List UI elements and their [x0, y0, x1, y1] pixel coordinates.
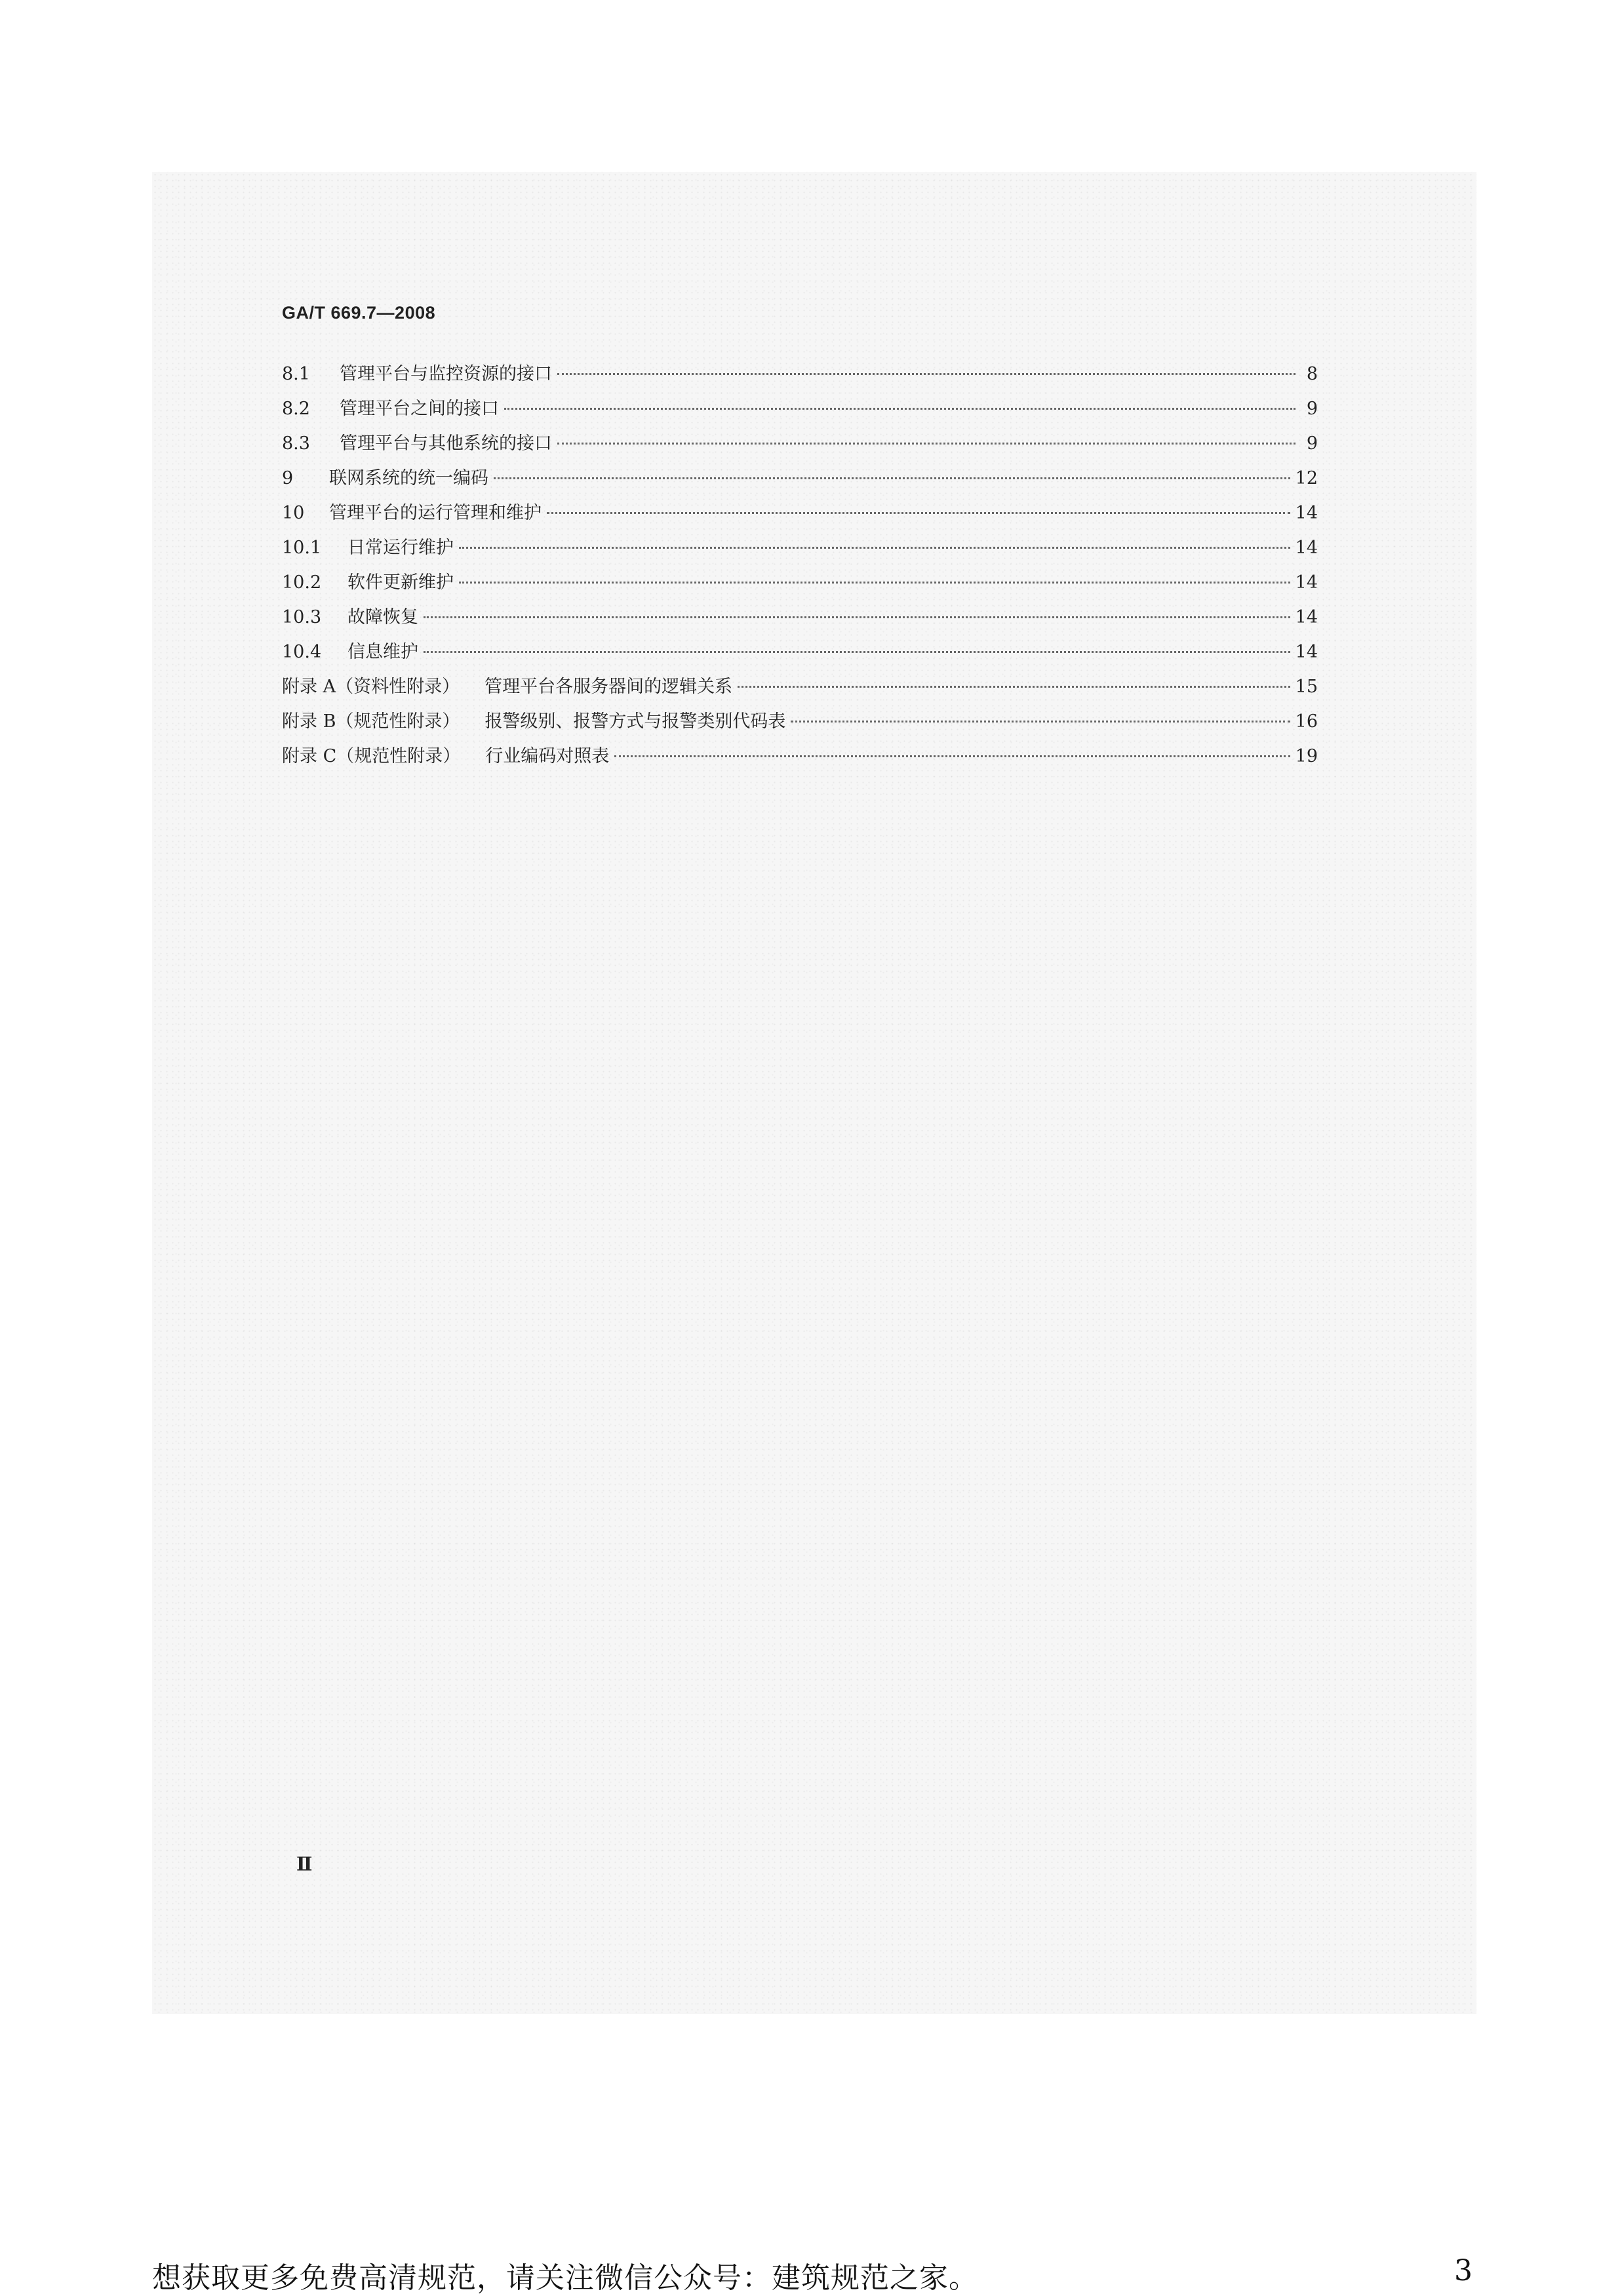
toc-entry[interactable]	[282, 707, 1318, 742]
toc-entry[interactable]	[282, 742, 1318, 776]
toc-page-number: 14	[1295, 607, 1318, 627]
toc-number: 8.2	[282, 399, 310, 419]
toc-title: 管理平台的运行管理和维护	[329, 503, 542, 523]
toc-leader-dots	[547, 512, 1290, 514]
table-of-contents	[282, 359, 1318, 776]
front-matter-page-number: Ⅱ	[296, 1853, 313, 1875]
toc-page-number: 9	[1306, 399, 1318, 419]
toc-entry[interactable]	[282, 464, 1318, 498]
toc-page-number: 8	[1306, 364, 1318, 384]
toc-number: 8.3	[282, 433, 310, 454]
toc-page-number: 14	[1295, 503, 1318, 523]
toc-leader-dots	[504, 408, 1296, 410]
toc-title: 联网系统的统一编码	[329, 468, 488, 488]
toc-number: 附录 C（规范性附录）	[282, 746, 461, 766]
toc-entry[interactable]	[282, 429, 1318, 464]
toc-entry[interactable]	[282, 672, 1318, 707]
toc-number: 10.3	[282, 607, 322, 627]
standard-code: GA/T 669.7—2008	[282, 303, 436, 323]
toc-title: 故障恢复	[347, 607, 418, 627]
toc-number: 9	[282, 468, 294, 488]
toc-entry[interactable]	[282, 359, 1318, 394]
toc-leader-dots	[424, 651, 1290, 653]
toc-title: 管理平台各服务器间的逻辑关系	[485, 677, 733, 697]
toc-number: 附录 A（资料性附录）	[282, 677, 460, 697]
toc-title: 报警级别、报警方式与报警类别代码表	[485, 711, 786, 732]
toc-number: 10.1	[282, 538, 322, 558]
toc-leader-dots	[424, 616, 1290, 618]
toc-leader-dots	[791, 721, 1290, 722]
toc-entry[interactable]	[282, 533, 1318, 568]
toc-title: 日常运行维护	[347, 538, 454, 558]
toc-page-number: 14	[1295, 572, 1318, 593]
toc-leader-dots	[614, 755, 1290, 757]
toc-leader-dots	[557, 443, 1296, 445]
toc-title: 行业编码对照表	[485, 746, 610, 766]
toc-number: 8.1	[282, 364, 310, 384]
toc-page-number: 15	[1295, 677, 1318, 697]
toc-leader-dots	[459, 582, 1290, 584]
toc-entry[interactable]	[282, 394, 1318, 429]
toc-title: 管理平台之间的接口	[340, 399, 499, 419]
toc-page-number: 16	[1295, 711, 1318, 732]
toc-number: 10.2	[282, 572, 322, 593]
footer-page-number: 3	[1454, 2254, 1473, 2287]
toc-number: 10	[282, 503, 305, 523]
toc-page-number: 12	[1295, 468, 1318, 488]
toc-leader-dots	[459, 547, 1290, 549]
toc-entry[interactable]	[282, 498, 1318, 533]
toc-title: 软件更新维护	[347, 572, 454, 593]
toc-number: 10.4	[282, 642, 322, 662]
toc-title: 管理平台与其他系统的接口	[340, 433, 552, 454]
toc-title: 信息维护	[347, 642, 418, 662]
toc-number: 附录 B（规范性附录）	[282, 711, 460, 732]
toc-entry[interactable]	[282, 603, 1318, 637]
footer-notice: 想获取更多免费高清规范，请关注微信公众号：建筑规范之家。	[152, 2261, 978, 2295]
toc-page-number: 19	[1295, 746, 1318, 766]
toc-entry[interactable]	[282, 637, 1318, 672]
toc-page-number: 9	[1306, 433, 1318, 454]
toc-title: 管理平台与监控资源的接口	[340, 364, 552, 384]
toc-page-number: 14	[1295, 538, 1318, 558]
toc-page-number: 14	[1295, 642, 1318, 662]
toc-entry[interactable]	[282, 568, 1318, 603]
toc-leader-dots	[738, 686, 1290, 688]
toc-leader-dots	[557, 373, 1296, 375]
toc-leader-dots	[494, 477, 1290, 479]
